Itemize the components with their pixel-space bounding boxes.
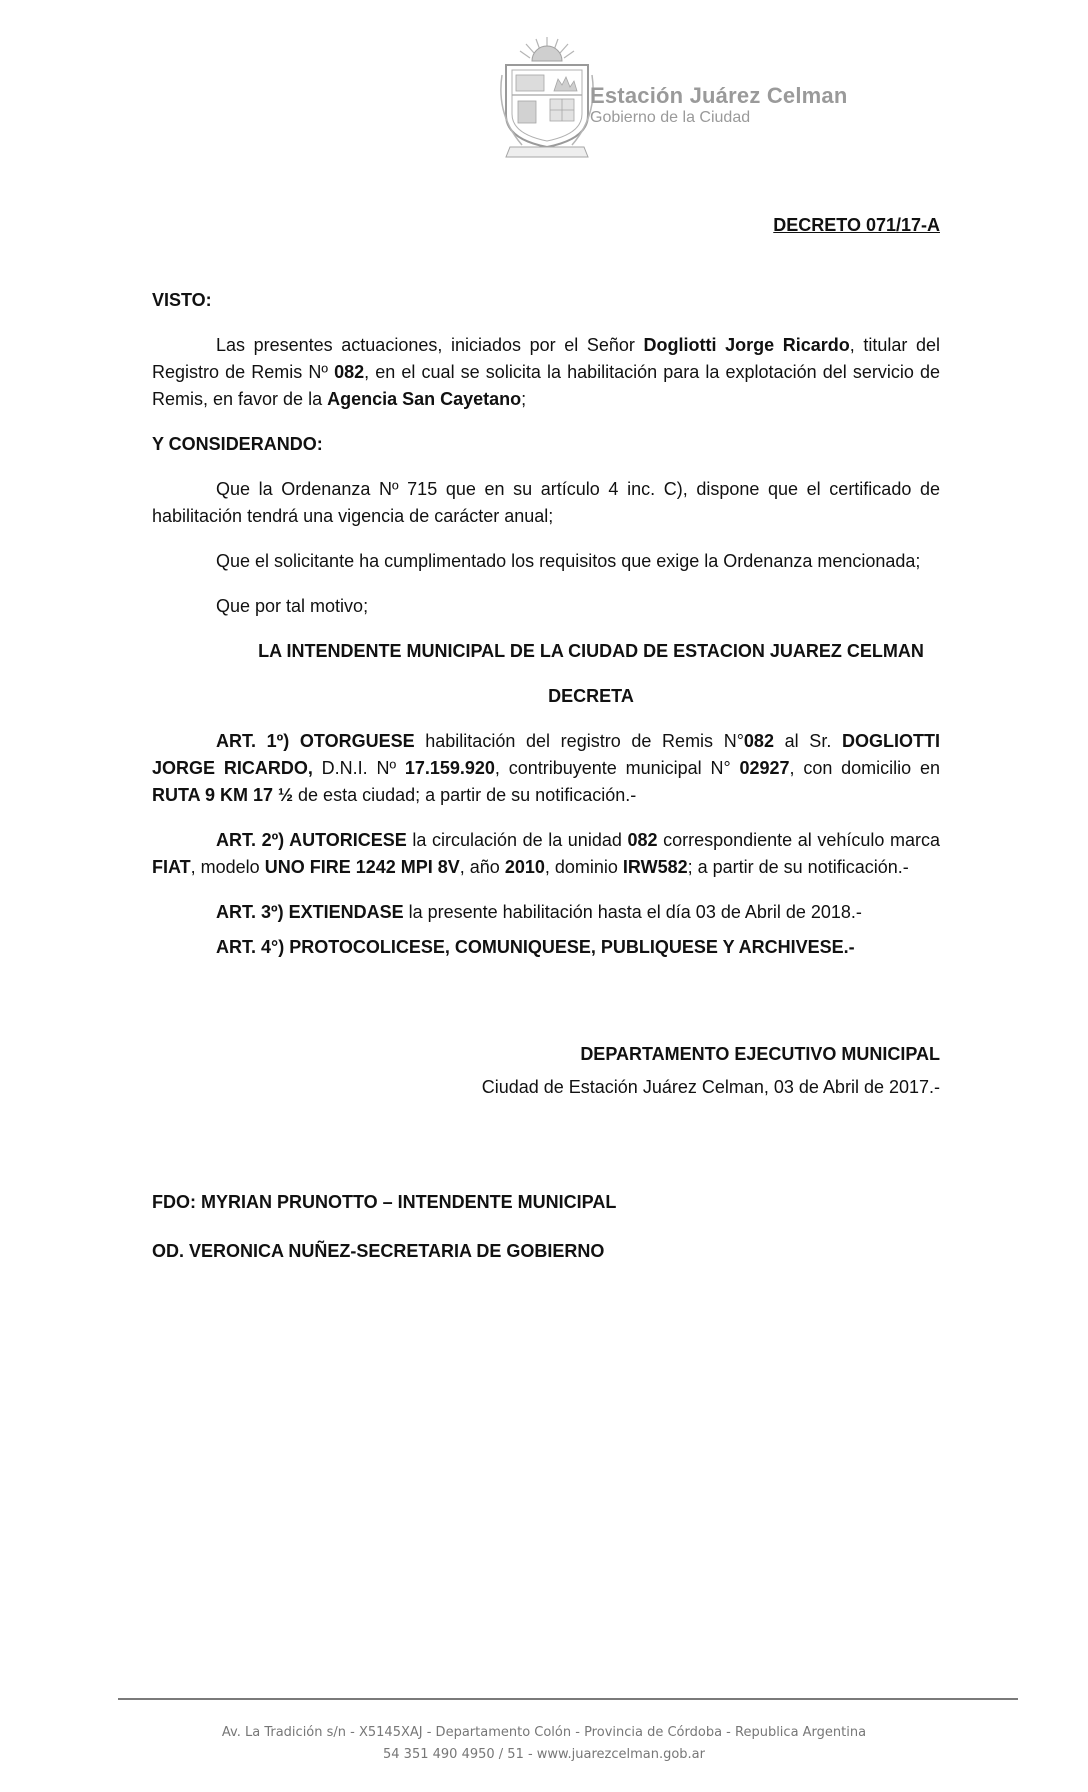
considerando-paragraph-2: Que el solicitante ha cumplimentado los requisitos que exige la Ordenanza mencionada; <box>216 551 921 571</box>
considerando-paragraph-3: Que por tal motivo; <box>216 596 369 616</box>
signatories <box>152 1189 940 1265</box>
considerando-paragraph-1: Que la Ordenanza Nº 715 que en su artículo 4 inc. C), dispone que el certificado de habilitación tendrá una vigencia de carácter anual; <box>152 479 940 526</box>
considerando-heading: Y CONSIDERANDO: <box>152 434 323 454</box>
footer-address: Av. La Tradición s/n - X5145XAJ - Departamento Colón - Provincia de Córdoba - Republica Argentina <box>221 1725 867 1740</box>
article-3: ART. 3º) EXTIENDASE la presente habilitación hasta el día 03 de Abril de 2018.- <box>216 902 862 922</box>
footer <box>0 1722 1088 1766</box>
brand-title: Estación Juárez Celman <box>590 83 848 108</box>
footer-contact: 54 351 490 4950 / 51 - www.juarezcelman.gob.ar <box>383 1747 705 1762</box>
decree-body <box>152 212 940 1287</box>
signatory-secretaria: OD. VERONICA NUÑEZ-SECRETARIA DE GOBIERNO <box>152 1241 605 1261</box>
decreta-title: DECRETA <box>548 686 634 706</box>
department-title: DEPARTAMENTO EJECUTIVO MUNICIPAL <box>580 1044 940 1064</box>
footer-divider <box>118 1698 1018 1700</box>
authority-title: LA INTENDENTE MUNICIPAL DE LA CIUDAD DE ESTACION JUAREZ CELMAN <box>258 641 924 661</box>
signature-block <box>152 1041 940 1101</box>
letterhead <box>492 35 912 165</box>
visto-heading: VISTO: <box>152 290 212 310</box>
article-4: ART. 4°) PROTOCOLICESE, COMUNIQUESE, PUBLIQUESE Y ARCHIVESE.- <box>216 937 855 957</box>
brand-subtitle: Gobierno de la Ciudad <box>590 109 751 126</box>
municipal-coat-of-arms-icon <box>492 35 602 163</box>
signatory-intendente: FDO: MYRIAN PRUNOTTO – INTENDENTE MUNICIPAL <box>152 1192 617 1212</box>
article-1: ART. 1º) OTORGUESE habilitación del registro de Remis N°082 al Sr. DOGLIOTTI JORGE RICARDO, D.N.I. Nº 17.159.920, contribuyente municipal N° 02927, con domicilio en RUTA 9 KM 17 ½ de esta ciudad; a partir de su notificación.- <box>152 731 940 805</box>
article-2: ART. 2º) AUTORICESE la circulación de la unidad 082 correspondiente al vehículo marca FIAT, modelo UNO FIRE 1242 MPI 8V, año 2010, dominio IRW582; a partir de su notificación.- <box>152 830 941 877</box>
decree-number: DECRETO 071/17-A <box>773 215 940 235</box>
place-date: Ciudad de Estación Juárez Celman, 03 de Abril de 2017.- <box>481 1077 940 1097</box>
visto-paragraph: Las presentes actuaciones, iniciados por el Señor Dogliotti Jorge Ricardo, titular del Registro de Remis Nº 082, en el cual se solicita la habilitación para la explotación del servicio de Remis, en favor de la Agencia San Cayetano; <box>152 335 940 409</box>
